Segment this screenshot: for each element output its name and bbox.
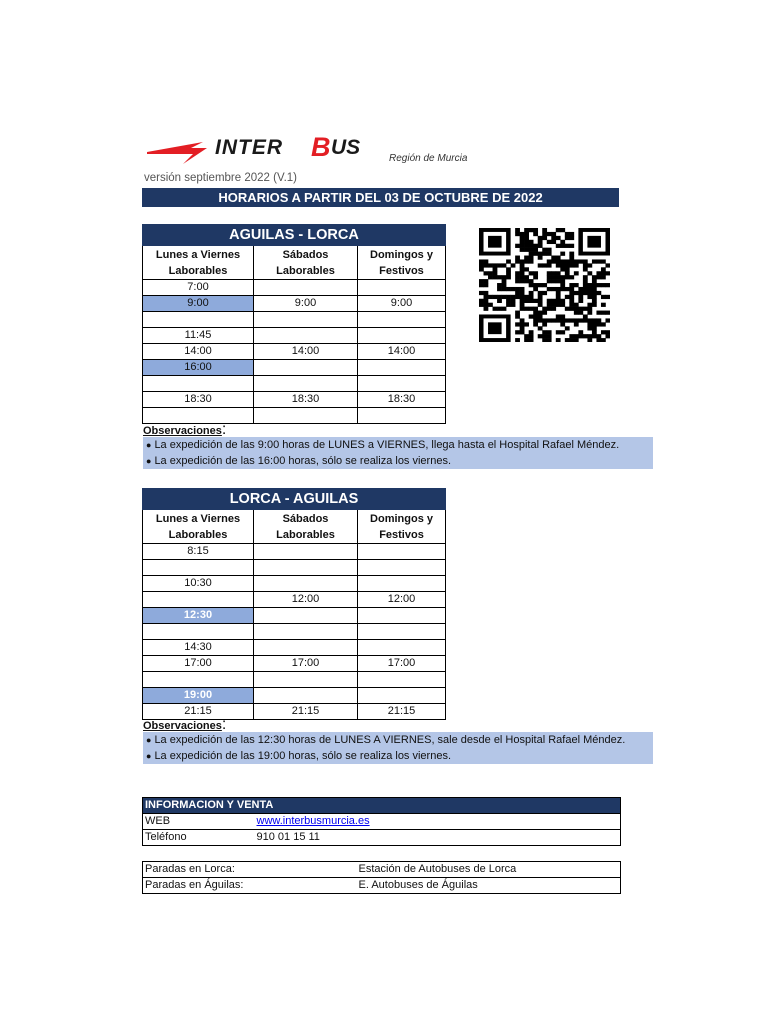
schedule-cell: 12:00 — [358, 592, 446, 608]
col-header-saturdays: Sábados Laborables — [254, 246, 358, 280]
schedule-cell: 10:30 — [143, 576, 254, 592]
schedule-cell: 9:00 — [358, 296, 446, 312]
schedule-row — [143, 560, 446, 576]
schedule-cell — [254, 624, 358, 640]
schedule-cell: 16:00 — [143, 360, 254, 376]
stop-lorca-label: Paradas en Lorca: — [143, 862, 357, 878]
schedule-cell: 21:15 — [143, 704, 254, 720]
phone-label: Teléfono — [143, 830, 255, 846]
observations-label: Observaciones — [143, 425, 222, 437]
col-header-weekdays: Lunes a Viernes Laborables — [143, 510, 254, 544]
observation-item: ● La expedición de las 9:00 horas de LUNES a VIERNES, llega hasta el Hospital Rafael Méndez. — [146, 439, 620, 451]
schedule-cell: 14:00 — [254, 344, 358, 360]
schedule-cell: 21:15 — [358, 704, 446, 720]
schedule-cell — [358, 360, 446, 376]
schedule-row — [143, 544, 446, 560]
schedule-cell: 8:15 — [143, 544, 254, 560]
schedule-cell — [143, 560, 254, 576]
schedule-cell: 18:30 — [254, 392, 358, 408]
schedule-cell: 19:00 — [143, 688, 254, 704]
observations-1: Observaciones: ● La expedición de las 9:00 horas de LUNES a VIERNES, llega hasta el Hospital Rafael Méndez. ● La expedición de las 16:00 horas, sólo se realiza los viernes. — [143, 422, 653, 469]
schedule-cell — [143, 592, 254, 608]
schedule-cell — [358, 608, 446, 624]
interbus-logo — [145, 130, 490, 172]
schedule-cell — [358, 376, 446, 392]
schedule-row — [143, 360, 446, 376]
schedule-cell — [254, 640, 358, 656]
schedule-cell — [358, 280, 446, 296]
stop-aguilas-value: E. Autobuses de Águilas — [357, 878, 621, 894]
schedule-cell: 9:00 — [254, 296, 358, 312]
phone-value: 910 01 15 11 — [255, 830, 621, 846]
schedule-cell: 14:00 — [143, 344, 254, 360]
schedule-cell — [143, 624, 254, 640]
stop-aguilas-label: Paradas en Águilas: — [143, 878, 357, 894]
logo-region: Región de Murcia — [389, 153, 468, 164]
col-header-saturdays: Sábados Laborables — [254, 510, 358, 544]
schedule-row — [143, 608, 446, 624]
schedule-cell — [358, 624, 446, 640]
info-table — [142, 797, 621, 846]
schedule-cell — [254, 376, 358, 392]
schedule-cell — [358, 688, 446, 704]
observation-item: ● La expedición de las 16:00 horas, sólo se realiza los viernes. — [146, 455, 452, 467]
stop-lorca-value: Estación de Autobuses de Lorca — [357, 862, 621, 878]
schedule-row — [143, 392, 446, 408]
schedule-row — [143, 312, 446, 328]
schedule-cell — [358, 560, 446, 576]
schedule-row — [143, 624, 446, 640]
observations-2: Observaciones: ● La expedición de las 12:30 horas de LUNES A VIERNES, sale desde el Hospital Rafael Méndez. ● La expedición de las 19:00 horas, sólo se realiza los viernes. — [143, 717, 653, 764]
observations-notes — [143, 437, 653, 469]
schedule-cell — [254, 608, 358, 624]
schedule-cell: 9:00 — [143, 296, 254, 312]
logo-text-inter: INTER — [215, 136, 283, 159]
schedule-cell — [358, 640, 446, 656]
observation-item: ● La expedición de las 12:30 horas de LUNES A VIERNES, sale desde el Hospital Rafael Méndez. — [146, 734, 626, 746]
schedule-cell — [358, 576, 446, 592]
schedule-cell — [254, 576, 358, 592]
schedule-cell — [254, 672, 358, 688]
schedule-row — [143, 688, 446, 704]
schedule-cell — [358, 328, 446, 344]
schedule-row — [143, 344, 446, 360]
schedule-cell — [254, 312, 358, 328]
schedule-cell — [143, 376, 254, 392]
schedule-cell: 14:30 — [143, 640, 254, 656]
web-label: WEB — [143, 814, 255, 830]
schedule-cell: 17:00 — [254, 656, 358, 672]
schedule-cell: 12:30 — [143, 608, 254, 624]
schedule-cell — [358, 672, 446, 688]
schedule-row — [143, 376, 446, 392]
schedule-row — [143, 640, 446, 656]
schedule-cell — [254, 280, 358, 296]
info-title: INFORMACION Y VENTA — [143, 798, 621, 814]
schedule-cell — [254, 560, 358, 576]
observation-item: ● La expedición de las 19:00 horas, sólo se realiza los viernes. — [146, 750, 452, 762]
version-text: versión septiembre 2022 (V.1) — [144, 172, 297, 184]
route-title: LORCA - AGUILAS — [143, 489, 446, 510]
schedule-cell — [254, 544, 358, 560]
col-header-sundays: Domingos y Festivos — [358, 510, 446, 544]
schedule-row — [143, 328, 446, 344]
stops-table — [142, 861, 621, 894]
schedule-cell: 17:00 — [143, 656, 254, 672]
schedule-cell: 7:00 — [143, 280, 254, 296]
col-header-weekdays: Lunes a Viernes Laborables — [143, 246, 254, 280]
schedule-cell — [358, 544, 446, 560]
web-link[interactable]: www.interbusmurcia.es — [256, 815, 370, 827]
schedule-cell — [143, 312, 254, 328]
schedule-cell — [254, 360, 358, 376]
schedule-cell — [143, 672, 254, 688]
schedule-row — [143, 592, 446, 608]
schedule-table-aguilas-lorca — [142, 224, 446, 424]
schedule-row — [143, 296, 446, 312]
schedule-row — [143, 656, 446, 672]
schedule-cell: 12:00 — [254, 592, 358, 608]
qr-code — [479, 228, 610, 342]
schedule-row — [143, 280, 446, 296]
logo-text-us: US — [331, 136, 361, 159]
schedule-cell: 18:30 — [143, 392, 254, 408]
schedule-cell: 17:00 — [358, 656, 446, 672]
schedule-table-lorca-aguilas — [142, 488, 446, 720]
schedule-cell — [358, 312, 446, 328]
schedule-cell — [254, 328, 358, 344]
observations-notes — [143, 732, 653, 764]
schedule-cell: 21:15 — [254, 704, 358, 720]
schedule-cell: 18:30 — [358, 392, 446, 408]
logo-text-b: B — [311, 132, 331, 162]
schedule-cell — [254, 688, 358, 704]
schedule-cell: 14:00 — [358, 344, 446, 360]
route-title: AGUILAS - LORCA — [143, 225, 446, 246]
schedule-row — [143, 672, 446, 688]
col-header-sundays: Domingos y Festivos — [358, 246, 446, 280]
observations-label: Observaciones — [143, 720, 222, 732]
schedule-cell: 11:45 — [143, 328, 254, 344]
schedule-row — [143, 576, 446, 592]
schedule-banner: HORARIOS A PARTIR DEL 03 DE OCTUBRE DE 2022 — [142, 188, 619, 207]
